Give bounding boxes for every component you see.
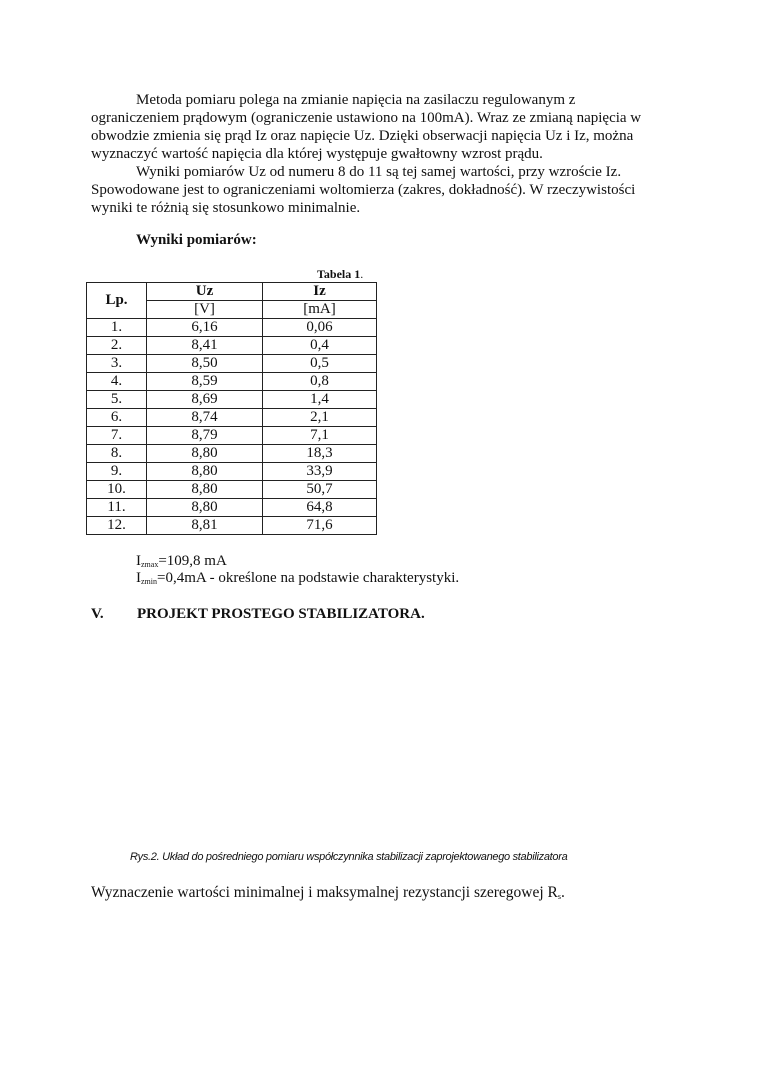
header-iz: Iz <box>263 283 377 301</box>
table-row <box>87 409 377 427</box>
cell-iz: 1,4 <box>263 391 377 409</box>
cell-uz: 8,80 <box>147 463 263 481</box>
table-caption <box>317 267 363 282</box>
cell-lp: 1. <box>87 319 147 337</box>
cell-lp: 2. <box>87 337 147 355</box>
cell-iz: 0,4 <box>263 337 377 355</box>
header-uz: Uz <box>147 283 263 301</box>
text-line: wyniki te różnią się stosunkowo minimalnie. <box>91 200 361 216</box>
cell-uz: 8,80 <box>147 499 263 517</box>
cell-iz: 7,1 <box>263 427 377 445</box>
text-line: Spowodowane jest to ograniczeniami woltomierza (zakres, dokładność). W rzeczywistości <box>91 182 636 198</box>
table-row <box>87 337 377 355</box>
text-line: wyznaczyć wartość napięcia dla której występuje gwałtowny wzrost prądu. <box>91 146 543 162</box>
table-row <box>87 481 377 499</box>
cell-iz: 33,9 <box>263 463 377 481</box>
cell-uz: 6,16 <box>147 319 263 337</box>
cell-uz: 8,74 <box>147 409 263 427</box>
table-row <box>87 463 377 481</box>
cell-iz: 64,8 <box>263 499 377 517</box>
cell-lp: 12. <box>87 517 147 535</box>
izmin-sub: zmin <box>141 577 157 586</box>
text-line: ograniczeniem prądowym (ograniczenie ustawiono na 100mA). Wraz ze zmianą napięcia w <box>91 110 642 126</box>
izmax-value: =109,8 mA <box>158 553 227 569</box>
cell-uz: 8,80 <box>147 481 263 499</box>
table-row <box>87 499 377 517</box>
table-row <box>87 355 377 373</box>
cell-uz: 8,41 <box>147 337 263 355</box>
cell-lp: 4. <box>87 373 147 391</box>
section-number: V. <box>91 606 104 622</box>
unit-iz: [mA] <box>263 301 377 319</box>
cell-uz: 8,79 <box>147 427 263 445</box>
table-caption-label: Tabela 1 <box>317 267 361 281</box>
cell-lp: 7. <box>87 427 147 445</box>
table-row <box>87 391 377 409</box>
table-row <box>87 517 377 535</box>
cell-iz: 0,06 <box>263 319 377 337</box>
izmin-value: =0,4mA - określone na podstawie charakterystyki. <box>157 570 460 586</box>
final-sub: s <box>557 892 562 901</box>
cell-iz: 50,7 <box>263 481 377 499</box>
text-line: Metoda pomiaru polega na zmianie napięcia na zasilaczu regulowanym z <box>136 92 576 108</box>
cell-lp: 8. <box>87 445 147 463</box>
final-end: . <box>561 884 565 901</box>
cell-lp: 10. <box>87 481 147 499</box>
header-lp: Lp. <box>87 283 147 319</box>
table-row <box>87 319 377 337</box>
cell-iz: 2,1 <box>263 409 377 427</box>
text-line: obwodzie zmienia się prąd Iz oraz napięcie Uz. Dzięki obserwacji napięcia Uz i Iz, można <box>91 128 634 144</box>
cell-iz: 0,8 <box>263 373 377 391</box>
cell-lp: 11. <box>87 499 147 517</box>
table-row <box>87 373 377 391</box>
cell-iz: 71,6 <box>263 517 377 535</box>
cell-iz: 0,5 <box>263 355 377 373</box>
text-line: Wyniki pomiarów Uz od numeru 8 do 11 są tej samej wartości, przy wzroście Iz. <box>136 164 622 180</box>
cell-lp: 9. <box>87 463 147 481</box>
cell-uz: 8,80 <box>147 445 263 463</box>
unit-uz: [V] <box>147 301 263 319</box>
izmax-line <box>136 553 227 570</box>
table-row <box>87 445 377 463</box>
results-table <box>86 282 377 535</box>
table-caption-dot: . <box>360 267 364 281</box>
cell-uz: 8,69 <box>147 391 263 409</box>
final-line <box>91 884 565 902</box>
cell-uz: 8,59 <box>147 373 263 391</box>
cell-iz: 18,3 <box>263 445 377 463</box>
table-header-row <box>87 283 377 301</box>
izmin-symbol: I <box>136 570 141 586</box>
table-row <box>87 427 377 445</box>
izmax-sub: zmax <box>141 560 159 569</box>
section-title: PROJEKT PROSTEGO STABILIZATORA. <box>137 606 425 622</box>
izmin-line <box>136 570 459 587</box>
cell-uz: 8,81 <box>147 517 263 535</box>
results-heading: Wyniki pomiarów: <box>136 232 257 248</box>
izmax-symbol: I <box>136 553 141 569</box>
figure-caption: Rys.2. Układ do pośredniego pomiaru współczynnika stabilizacji zaprojektowanego stabilizatora <box>130 851 568 863</box>
cell-lp: 6. <box>87 409 147 427</box>
cell-uz: 8,50 <box>147 355 263 373</box>
cell-lp: 3. <box>87 355 147 373</box>
final-text: Wyznaczenie wartości minimalnej i maksymalnej rezystancji szeregowej R <box>91 884 558 901</box>
cell-lp: 5. <box>87 391 147 409</box>
paragraph-method <box>91 91 641 217</box>
